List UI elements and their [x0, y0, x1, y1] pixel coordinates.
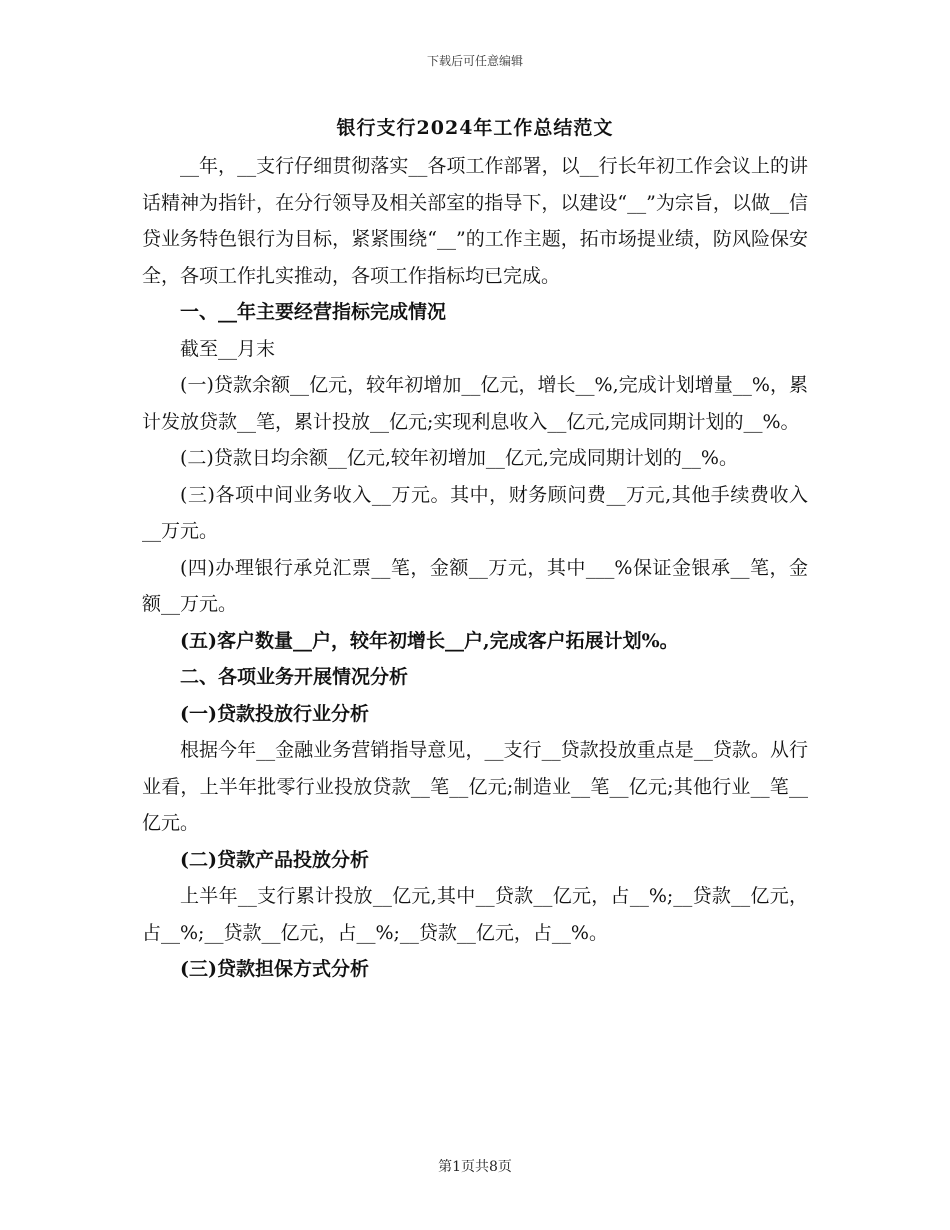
indicator-paragraph-2: (二)贷款日均余额__亿元,较年初增加__亿元,完成同期计划的__%。 — [180, 447, 738, 469]
document-body — [142, 148, 808, 988]
subsection-heading-product: (二)贷款产品投放分析 — [180, 848, 369, 871]
indicator-paragraph-3: (三)各项中间业务收入__万元。其中，财务顾问费__万元,其他手续费收入__万元。 — [142, 483, 808, 542]
indicator-paragraph-5: (五)客户数量__户，较年初增长__户,完成客户拓展计划%。 — [180, 629, 679, 652]
subsection-heading-industry: (一)贷款投放行业分析 — [180, 702, 369, 725]
document-title: 银行支行2024年工作总结范文 — [336, 117, 614, 139]
date-paragraph: 截至__月末 — [180, 337, 276, 360]
section-heading-2: 二、各项业务开展情况分析 — [180, 666, 409, 688]
industry-analysis-paragraph: 根据今年__金融业务营销指导意见，__支行__贷款投放重点是__贷款。从行业看，上半年批零行业投放贷款__笔__亿元;制造业__笔__亿元;其他行业__笔__亿元。 — [142, 739, 808, 834]
page-header: 下载后可任意编辑 — [426, 54, 523, 68]
intro-paragraph: __年，__支行仔细贯彻落实__各项工作部署，以__行长年初工作会议上的讲话精神为指针，在分行领导及相关部室的指导下，以建设“__”为宗旨，以做__信贷业务特色银行为目标，紧紧围绕“__”的工作主题，拓市场提业绩，防风险保安全，各项工作扎实推动，各项工作指标均已完成。 — [142, 155, 808, 287]
indicator-paragraph-1: (一)贷款余额__亿元，较年初增加__亿元，增长__%,完成计划增量__%，累计发放贷款__笔，累计投放__亿元;实现利息收入__亿元,完成同期计划的__%。 — [142, 374, 808, 433]
indicator-paragraph-4: (四)办理银行承兑汇票__笔，金额__万元，其中___%保证金银承__笔，金额__万元。 — [142, 556, 808, 615]
product-analysis-paragraph: 上半年__支行累计投放__亿元,其中__贷款__亿元，占__%;__贷款__亿元，占__%;__贷款__亿元，占__%;__贷款__亿元，占__%。 — [142, 885, 808, 944]
subsection-heading-guarantee: (三)贷款担保方式分析 — [180, 958, 369, 980]
page-footer: 第1页共8页 — [438, 1159, 512, 1175]
section-heading-1: 一、__年主要经营指标完成情况 — [180, 301, 447, 323]
